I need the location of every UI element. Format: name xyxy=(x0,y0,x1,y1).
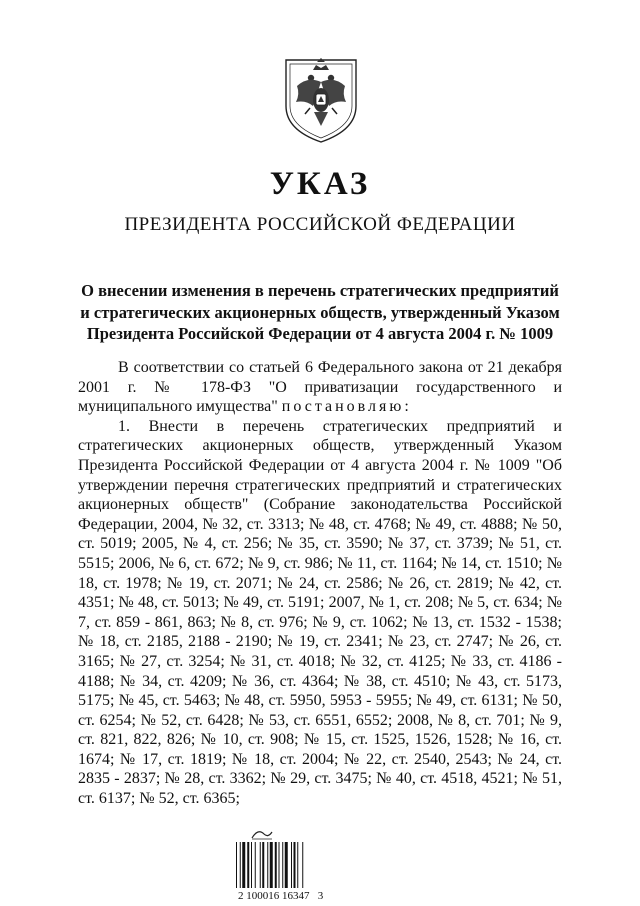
barcode xyxy=(236,826,340,906)
barcode-bar xyxy=(247,842,249,888)
barcode-bar xyxy=(294,842,296,888)
registration-mark-icon xyxy=(250,826,274,840)
barcode-bar xyxy=(240,842,241,888)
clause-1-paragraph: 1. Внести в перечень стратегических предприятий и стратегических акционерных обществ, утвержденный Указом Президента Российской Федерации от 4 августа 2004 г. № 1009 "Об утверждении перечня стратегических предприятий и стратегических акционерных обществ" (Собрание законодательства Российской Федерации, 2004, № 32, ст. 3313; № 48, ст. 4768; № 49, ст. 4888; № 50, ст. 5019; 2005, № 4, ст. 256; № 35, ст. 3590; № 37, ст. 3739; № 51, ст. 5515; 2006, № 6, ст. 672; № 9, ст. 986; № 11, ст. 1164; № 14, ст. 1510; № 18, ст. 1978; № 19, ст. 2071; № 24, ст. 2586; № 26, ст. 2819; № 42, ст. 4351; № 48, ст. 5013; № 49, ст. 5191; 2007, № 1, ст. 208; № 5, ст. 634; № 7, ст. 859 - 861, 863; № 8, ст. 976; № 9, ст. 1062; № 13, ст. 1532 - 1538; № 18, ст. 2185, 2188 - 2190; № 19, ст. 2341; № 23, ст. 2747; № 26, ст. 3165; № 27, ст. 3254; № 31, ст. 4018; № 32, ст. 4125; № 33, ст. 4186 - 4188; № 34, ст. 4209; № 36, ст. 4364; № 38, ст. 4510; № 43, ст. 5173, 5175; № 45, ст. 5463; № 48, ст. 5950, 5953 - 5955; № 49, ст. 6131; № 50, ст. 6254; № 52, ст. 6428; № 53, ст. 6551, 6552; 2008, № 8, ст. 701; № 9, ст. 821, 822, 826; № 10, ст. 908; № 15, ст. 1525, 1526, 1528; № 16, ст. 1674; № 17, ст. 1819; № 18, ст. 2004; № 22, ст. 2540, 2543; № 24, ст. 2835 - 2837; № 28, ст. 3362; № 29, ст. 3475; № 40, ст. 4518, 4521; № 51, ст. 6137; № 52, ст. 6365; xyxy=(78,417,562,808)
barcode-bar xyxy=(251,842,252,888)
barcode-number: 2 100016 16347 3 xyxy=(238,890,324,902)
decree-word: постановляю: xyxy=(281,398,412,416)
document-heading: О внесении изменения в перечень стратегических предприятий и стратегических акционерных обществ, утвержденный Указом Президента Российской Федерации от 4 августа 2004 г. № 1009 xyxy=(80,281,560,343)
barcode-bar xyxy=(260,842,261,888)
document-title: УКАЗ xyxy=(269,166,371,202)
barcode-bar xyxy=(282,842,283,888)
coat-of-arms-icon xyxy=(280,56,362,144)
barcode-bar xyxy=(267,842,268,888)
barcode-bar xyxy=(236,842,237,888)
barcode-bar xyxy=(262,842,264,888)
barcode-bar xyxy=(270,842,273,888)
barcode-bar xyxy=(291,842,292,888)
barcode-bar xyxy=(242,842,245,888)
document-body xyxy=(78,358,562,809)
preamble-text: В соответствии со статьей 6 Федерального закона от 21 декабря 2001 г. № 178-ФЗ "О приватизации государственного и муниципального имущества" xyxy=(78,359,562,416)
barcode-bar xyxy=(279,842,280,888)
document-subtitle: ПРЕЗИДЕНТА РОССИЙСКОЙ ФЕДЕРАЦИИ xyxy=(124,214,516,235)
barcode-bar xyxy=(275,842,277,888)
preamble-paragraph xyxy=(78,358,562,417)
barcode-bar xyxy=(255,842,256,888)
barcode-bars xyxy=(236,842,320,888)
barcode-bar xyxy=(285,842,288,888)
barcode-bar xyxy=(297,842,298,888)
barcode-bar xyxy=(302,842,303,888)
